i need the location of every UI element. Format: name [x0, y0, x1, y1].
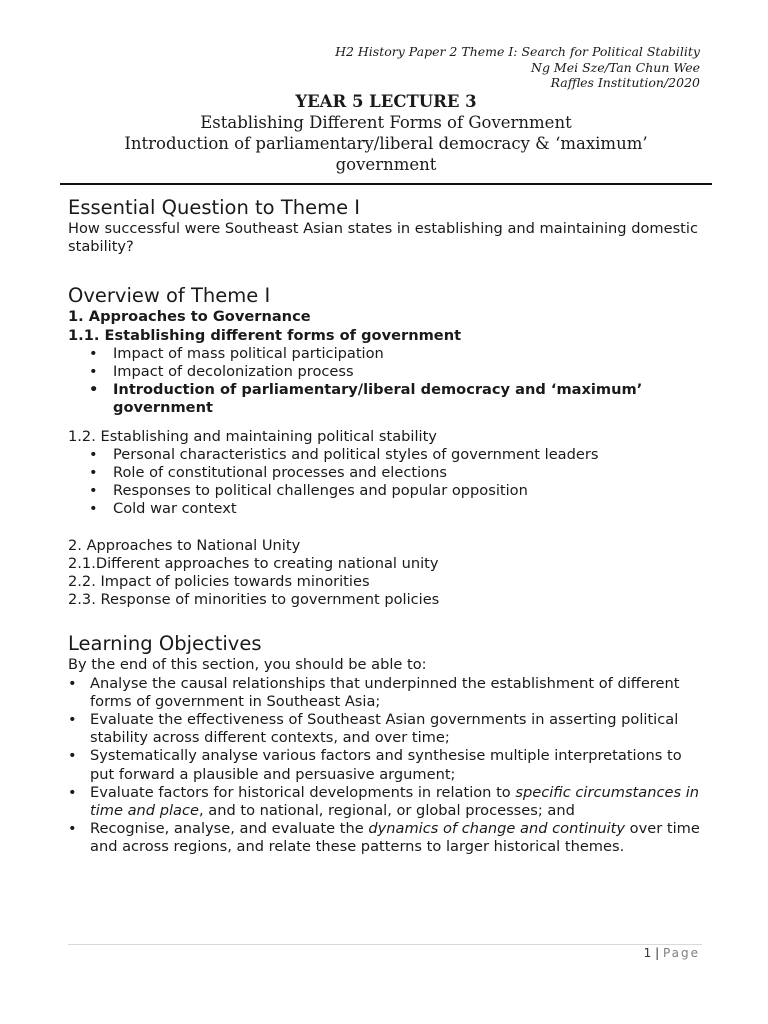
- learning-objectives-heading: Learning Objectives: [68, 632, 262, 656]
- list-item: • Introduction of parliamentary/liberal democracy and ‘maximum’ government: [113, 381, 708, 417]
- title-block: [60, 91, 712, 175]
- header-authors-line: Ng Mei Sze/Tan Chun Wee: [531, 59, 700, 75]
- essential-question-section: [68, 196, 708, 256]
- document-header: [335, 44, 700, 91]
- learning-objectives-intro: By the end of this section, you should be able to:: [68, 656, 427, 674]
- lecture-subtitle-1: Establishing Different Forms of Government: [200, 113, 572, 132]
- list-item: • Personal characteristics and political styles of government leaders: [113, 446, 708, 464]
- header-institution-line: Raffles Institution/2020: [550, 75, 700, 90]
- objective-5-emphasis: dynamics of change and continuity: [368, 820, 626, 838]
- overview-item-1: 1. Approaches to Governance: [68, 308, 311, 326]
- objective-4-text-a: Evaluate factors for historical developments in relation to: [90, 783, 516, 801]
- objective-5-text-a: Recognise, analyse, and evaluate the: [90, 820, 369, 838]
- essential-question-heading: Essential Question to Theme I: [68, 196, 361, 219]
- overview-item-1-1-list: [68, 345, 708, 418]
- objective-4-emphasis: specific circumstances in time and place: [90, 783, 700, 820]
- lecture-title: YEAR 5 LECTURE 3: [295, 92, 477, 111]
- page-footer: [644, 946, 700, 960]
- list-item: • Systematically analyse various factors and synthesise multiple interpretations to put forward a plausible and persuasive argument;: [90, 747, 708, 783]
- list-item: [90, 784, 708, 820]
- list-item: • Evaluate the effectiveness of Southeast Asian governments in asserting political stability across different contexts, and over time;: [90, 711, 708, 747]
- overview-item-2-1: 2.1.Different approaches to creating national unity: [68, 554, 439, 572]
- page-label: Page: [662, 946, 700, 960]
- list-item: • Responses to political challenges and popular opposition: [113, 482, 708, 500]
- overview-heading: Overview of Theme I: [68, 284, 271, 308]
- overview-item-2: 2. Approaches to National Unity: [68, 536, 301, 554]
- objective-5-text-b: over time and across regions, and relate these patterns to larger historical themes.: [90, 820, 700, 856]
- list-item: • Impact of mass political participation: [113, 345, 708, 363]
- page-number: 1: [643, 946, 652, 960]
- lecture-subtitle-3: government: [335, 155, 437, 174]
- overview-item-2-2: 2.2. Impact of policies towards minorities: [68, 573, 370, 591]
- objective-4-text-b: , and to national, regional, or global processes; and: [198, 802, 575, 820]
- learning-objectives-list: [68, 675, 708, 857]
- document-body: [68, 196, 708, 857]
- list-item: • Analyse the causal relationships that underpinned the establishment of different forms of government in Southeast Asia;: [90, 675, 708, 711]
- header-course-line: H2 History Paper 2 Theme I: Search for Political Stability: [335, 44, 700, 59]
- learning-objectives-section: [68, 632, 708, 856]
- footer-separator: |: [655, 946, 660, 960]
- overview-item-1-1: 1.1. Establishing different forms of government: [68, 326, 462, 344]
- list-item: [90, 820, 708, 856]
- list-item: • Role of constitutional processes and elections: [113, 464, 708, 482]
- essential-question-text: How successful were Southeast Asian states in establishing and maintaining domestic stability?: [68, 220, 698, 256]
- footer-divider: [68, 944, 702, 945]
- list-item: • Impact of decolonization process: [113, 363, 708, 381]
- lecture-subtitle-2: Introduction of parliamentary/liberal democracy & ‘maximum’: [124, 134, 648, 153]
- list-item: • Cold war context: [113, 500, 708, 518]
- title-divider: [60, 183, 712, 185]
- overview-item-1-2: 1.2. Establishing and maintaining political stability: [68, 427, 437, 445]
- overview-item-1-2-list: [68, 446, 708, 519]
- overview-section: [68, 284, 708, 609]
- overview-item-2-3: 2.3. Response of minorities to government policies: [68, 591, 440, 609]
